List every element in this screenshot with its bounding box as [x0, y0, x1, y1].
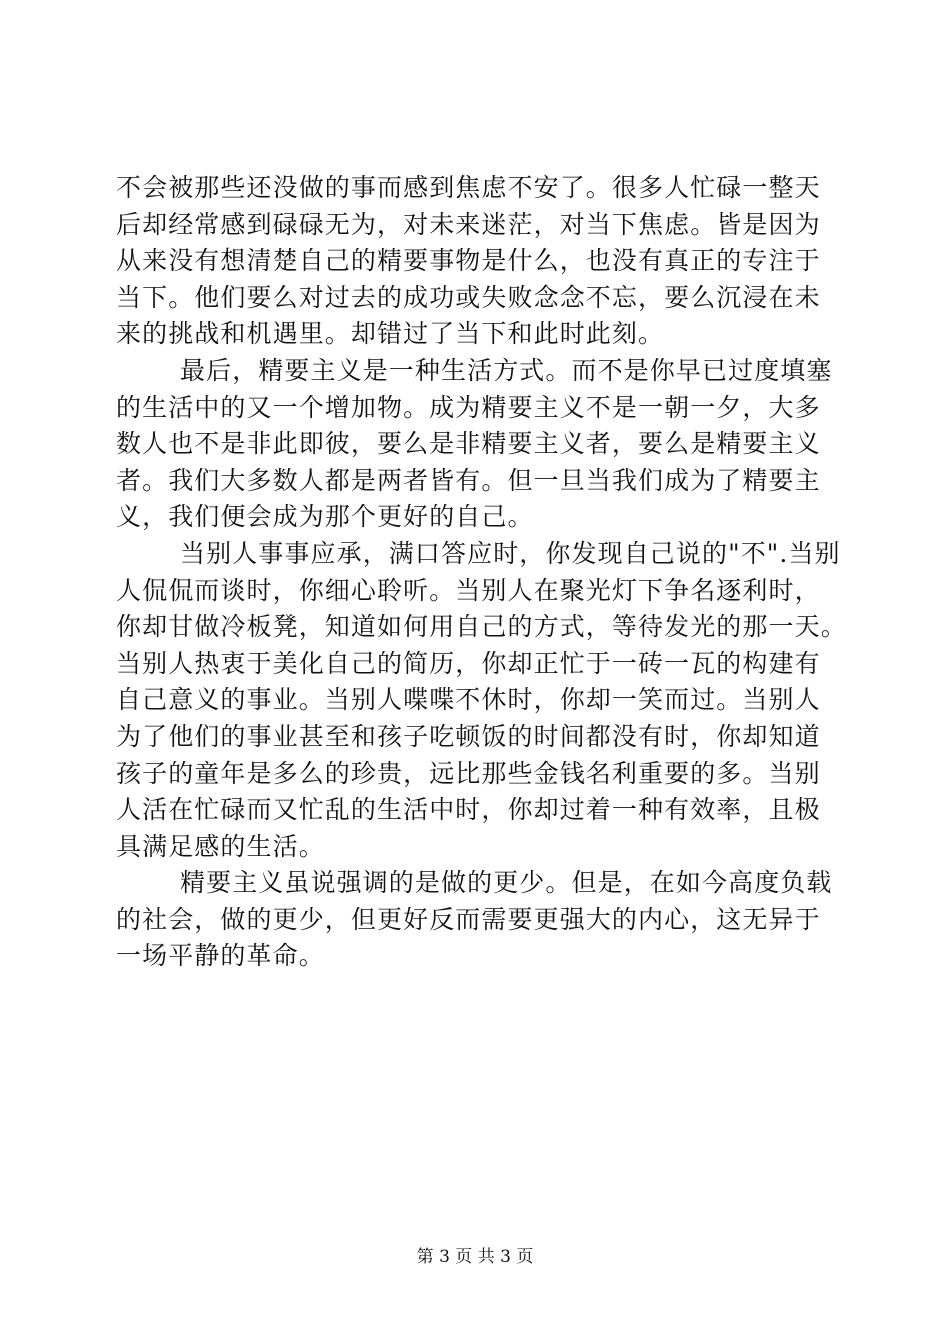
text-line: 从来没有想清楚自己的精要事物是什么，也没有真正的专注于 — [116, 246, 821, 276]
text-line: 数人也不是非此即彼，要么是非精要主义者，要么是精要主义 — [116, 429, 821, 459]
paragraph-first-line: 精要主义虽说强调的是做的更少。但是，在如今高度负载 — [180, 868, 833, 898]
text-line: 孩子的童年是多么的珍贵，远比那些金钱名利重要的多。当别 — [116, 758, 821, 788]
text-line: 一场平静的革命。 — [116, 941, 325, 971]
text-line: 当下。他们要么对过去的成功或失败念念不忘，要么沉浸在未 — [116, 282, 821, 312]
page-footer: 第 3 页 共 3 页 — [416, 1247, 534, 1267]
text-line: 你却甘做冷板凳，知道如何用自己的方式，等待发光的那一天。 — [116, 612, 847, 642]
text-line: 者。我们大多数人都是两者皆有。但一旦当我们成为了精要主 — [116, 465, 821, 495]
text-line: 义，我们便会成为那个更好的自己。 — [116, 502, 534, 532]
text-line: 的社会，做的更少，但更好反而需要更强大的内心，这无异于 — [116, 904, 821, 934]
text-line: 人侃侃而谈时，你细心聆听。当别人在聚光灯下争名逐利时， — [116, 575, 821, 605]
text-line: 当别人热衷于美化自己的简历，你却正忙于一砖一瓦的构建有 — [116, 648, 821, 678]
text-line: 来的挑战和机遇里。却错过了当下和此时此刻。 — [116, 319, 665, 349]
text-line: 自己意义的事业。当别人喋喋不休时，你却一笑而过。当别人 — [116, 685, 821, 715]
paragraph-first-line: 当别人事事应承，满口答应时，你发现自己说的"不".当别 — [180, 538, 841, 568]
document-body — [116, 170, 847, 975]
text-line: 具满足感的生活。 — [116, 831, 325, 861]
text-line: 后却经常感到碌碌无为，对未来迷茫，对当下焦虑。皆是因为 — [116, 209, 821, 239]
paragraph-first-line: 最后，精要主义是一种生活方式。而不是你早已过度填塞 — [180, 355, 833, 385]
text-line: 的生活中的又一个增加物。成为精要主义不是一朝一夕，大多 — [116, 392, 821, 422]
text-line: 为了他们的事业甚至和孩子吃顿饭的时间都没有时，你却知道 — [116, 721, 821, 751]
text-line: 人活在忙碌而又忙乱的生活中时，你却过着一种有效率，且极 — [116, 795, 821, 825]
text-line: 不会被那些还没做的事而感到焦虑不安了。很多人忙碌一整天 — [116, 173, 821, 202]
